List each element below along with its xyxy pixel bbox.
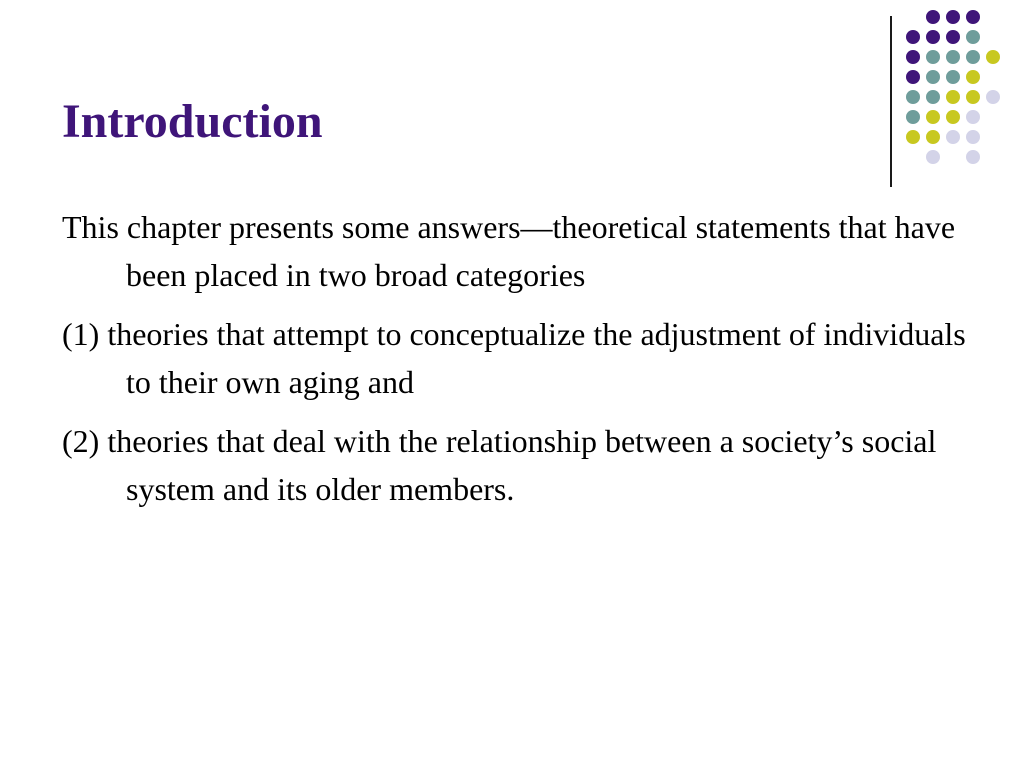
body-paragraph-category-2: (2) theories that deal with the relationship between a society’s social system and its older members. bbox=[62, 423, 937, 507]
decorative-dot bbox=[926, 130, 940, 144]
decorative-dot bbox=[966, 30, 980, 44]
decorative-dot bbox=[946, 110, 960, 124]
decorative-dot bbox=[966, 10, 980, 24]
decorative-dot bbox=[906, 110, 920, 124]
decorative-dot bbox=[906, 130, 920, 144]
decorative-dot bbox=[926, 50, 940, 64]
decorative-dot bbox=[986, 90, 1000, 104]
decorative-dot bbox=[926, 90, 940, 104]
decorative-dot bbox=[946, 50, 960, 64]
decorative-dot bbox=[966, 110, 980, 124]
decorative-dot bbox=[906, 90, 920, 104]
decorative-dot bbox=[966, 90, 980, 104]
slide-title: Introduction bbox=[62, 95, 323, 148]
decorative-dot bbox=[926, 110, 940, 124]
decorative-dot bbox=[926, 150, 940, 164]
slide-body bbox=[62, 203, 982, 524]
decorative-dot bbox=[926, 30, 940, 44]
body-paragraph-intro: This chapter presents some answers—theoretical statements that have been placed in two broad categories bbox=[62, 209, 956, 293]
decorative-dot bbox=[946, 70, 960, 84]
decorative-dot bbox=[966, 70, 980, 84]
decorative-dot bbox=[906, 30, 920, 44]
decorative-dot bbox=[906, 70, 920, 84]
title-divider-line bbox=[890, 16, 892, 187]
decorative-dot bbox=[966, 130, 980, 144]
decorative-dot bbox=[926, 70, 940, 84]
decorative-dot bbox=[946, 90, 960, 104]
decorative-dot bbox=[966, 50, 980, 64]
decorative-dot bbox=[946, 30, 960, 44]
body-paragraph-category-1: (1) theories that attempt to conceptualize the adjustment of individuals to their own aging and bbox=[62, 316, 966, 400]
decorative-dot-grid bbox=[906, 10, 1006, 170]
decorative-dot bbox=[946, 130, 960, 144]
decorative-dot bbox=[926, 10, 940, 24]
decorative-dot bbox=[986, 50, 1000, 64]
decorative-dot bbox=[966, 150, 980, 164]
decorative-dot bbox=[906, 50, 920, 64]
decorative-dot bbox=[946, 10, 960, 24]
